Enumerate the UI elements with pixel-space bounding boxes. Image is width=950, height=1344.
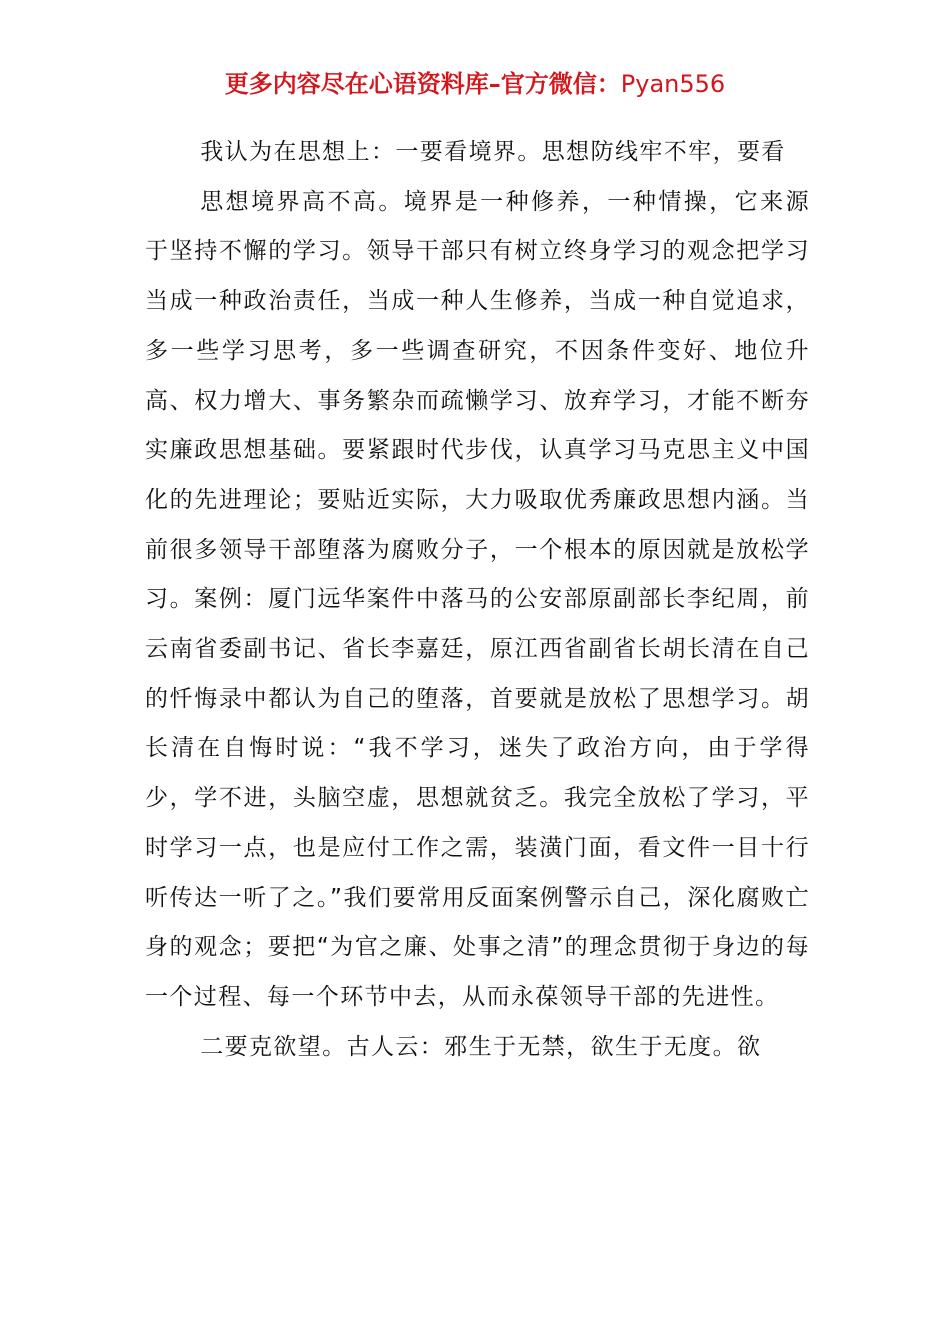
header-banner: [0, 66, 950, 102]
paragraph-3: 二要克欲望。古人云：邪生于无禁，欲生于无度。欲: [200, 1033, 762, 1060]
paragraph-2: 思想境界高不高。境界是一种修养，一种情操，它来源于坚持不懈的学习。领导干部只有树立终身学习的观念把学习当成一种政治责任，当成一种人生修养，当成一种自觉追求，多一些学习思考，多一些调查研究，不因条件变好、地位升高、权力增大、事务繁杂而疏懒学习、放弃学习，才能不断夯实廉政思想基础。要紧跟时代步伐，认真学习马克思主义中国化的先进理论；要贴近实际，大力吸取优秀廉政思想内涵。当前很多领导干部堕落为腐败分子，一个根本的原因就是放松学习。案例：厦门远华案件中落马的公安部原副部长李纪周，前云南省委副书记、省长李嘉廷，原江西省副省长胡长清在自己的忏悔录中都认为自己的堕落，首要就是放松了思想学习。胡长清在自悔时说：“我不学习，迷失了政治方向，由于学得少，学不进，头脑空虚，思想就贫乏。我完全放松了学习，平时学习一点，也是应付工作之需，装潢门面，看文件一目十行听传达一听了之。”我们要常用反面案例警示自己，深化腐败亡身的观念；要把“为官之廉、处事之清”的理念贯彻于身边的每一个过程、每一个环节中去，从而永葆领导干部的先进性。: [145, 188, 810, 1010]
banner-wechat-label: 官方微信：: [500, 70, 621, 98]
banner-separator: –: [488, 70, 501, 98]
document-body: [145, 128, 810, 1072]
paragraph-1: 我认为在思想上：一要看境界。思想防线牢不牢，要看: [200, 139, 786, 165]
banner-text: 更多内容尽在心语资料库: [224, 70, 489, 98]
banner-wechat-id: Pyan556: [620, 70, 726, 98]
